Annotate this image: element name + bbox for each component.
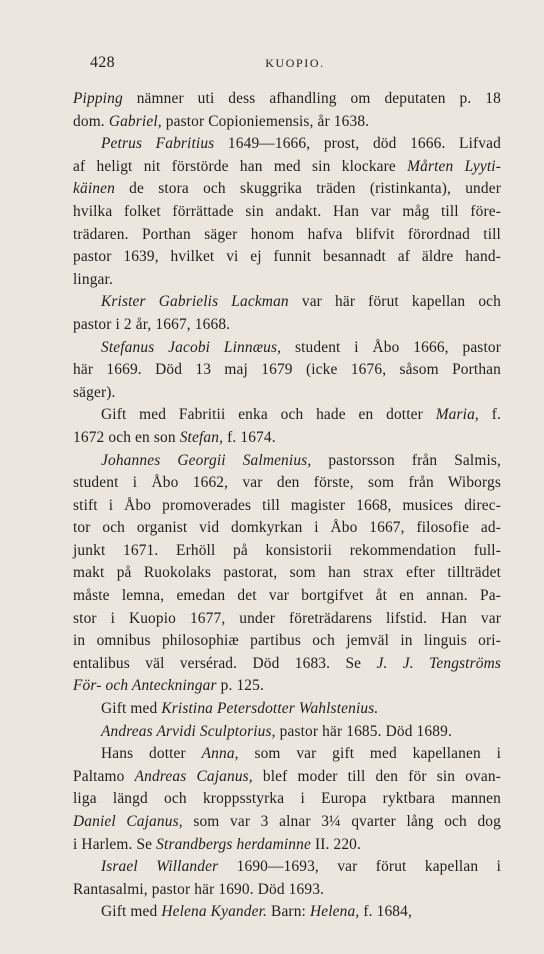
text: tor och organist vid domkyrkan i Åbo 1667, filosofie ad- xyxy=(73,519,501,537)
text: pastor i 2 år, 1667, 1668. xyxy=(73,315,231,333)
text-line xyxy=(73,404,501,427)
italic-text: Kristina Petersdotter Wahlstenius. xyxy=(161,700,379,718)
text: student i Åbo 1666, pastor xyxy=(281,338,501,356)
text-line xyxy=(73,269,501,292)
italic-text: Andreas Arvidi Sculptorius, xyxy=(101,722,276,740)
body-text xyxy=(73,88,501,924)
text: 1690—1693, var förut kapellan i xyxy=(218,858,501,876)
text: pastor Copioniemensis, år 1638. xyxy=(161,112,370,130)
text-line xyxy=(73,472,501,495)
text: de stora och skuggrika träden (ristinkanta), under xyxy=(114,180,501,198)
running-title: KUOPIO. xyxy=(265,56,325,70)
text: hvilka folket förrättade sin andakt. Han var måg till före- xyxy=(73,202,501,220)
text: måste lemna, emedan det var bortgifvet åt en annan. Pa- xyxy=(73,587,501,605)
text: blef moder till den för sin ovan- xyxy=(252,767,501,785)
text-line xyxy=(73,879,501,902)
text: 1649—1666, prost, död 1666. Lifvad xyxy=(214,135,501,153)
italic-text: Pipping xyxy=(73,90,123,107)
text-line xyxy=(73,337,501,360)
text: p. 125. xyxy=(216,677,264,695)
text: f. 1674. xyxy=(223,428,276,446)
text-line xyxy=(73,178,501,201)
text-line xyxy=(73,540,501,563)
text-line xyxy=(73,382,501,405)
text-line xyxy=(73,133,501,156)
text: var här förut kapellan och xyxy=(288,293,501,311)
text-line xyxy=(73,111,501,134)
text: nämner uti dess afhandling om deputaten p. 18 xyxy=(122,90,501,107)
italic-text: J. J. Tengströms xyxy=(376,654,501,672)
text: f. 1684, xyxy=(359,903,412,921)
italic-text: Israel Willander xyxy=(101,858,219,876)
text-line xyxy=(73,901,501,924)
italic-text: Krister Gabrielis Lackman xyxy=(101,293,289,311)
italic-text: Strandbergs herdaminne xyxy=(156,835,311,853)
text: som var 3 alnar 3¼ qvarter lång och dog xyxy=(182,813,501,830)
italic-text: Andreas Cajanus, xyxy=(134,767,253,785)
italic-text: Helena, xyxy=(309,903,360,921)
text-line xyxy=(73,201,501,224)
text: Paltamo xyxy=(73,767,135,785)
text: här 1669. Död 13 maj 1679 (icke 1676, såsom Porthan xyxy=(73,361,501,379)
italic-text: Maria, xyxy=(435,406,479,424)
text-line xyxy=(73,495,501,518)
text: af heligt nit förstörde han med sin klockare xyxy=(73,157,408,175)
text: i Harlem. Se xyxy=(73,835,157,853)
italic-text: Petrus Fabritius xyxy=(101,135,215,153)
text: säger). xyxy=(73,383,116,401)
text-line xyxy=(73,811,501,834)
text-line xyxy=(73,517,501,540)
text-line xyxy=(73,562,501,585)
italic-text: Helena Kyander. xyxy=(161,903,268,921)
italic-text: Anna, xyxy=(201,745,239,763)
text: pastor här 1685. Död 1689. xyxy=(275,722,452,740)
text: 1672 och en son xyxy=(73,428,180,446)
text: in omnibus philosophiæ partibus och jemväl in linguis ori- xyxy=(73,632,501,650)
text: entalibus väl versérad. Död 1683. Se xyxy=(73,654,377,672)
text-line xyxy=(73,585,501,608)
text-line xyxy=(73,766,501,789)
text: pastorsson från Salmis, xyxy=(311,451,502,469)
page-number: 428 xyxy=(90,54,115,71)
text: Gift med xyxy=(101,700,162,718)
text-line xyxy=(73,450,501,473)
italic-text: Mårten Lyyti- xyxy=(407,157,501,175)
italic-text: Stefan, xyxy=(179,428,224,446)
text: student i Åbo 1662, var den förste, som från Wiborgs xyxy=(73,474,501,492)
text-line xyxy=(73,608,501,631)
text: lingar. xyxy=(73,270,113,288)
text-line xyxy=(73,88,501,111)
text: som var gift med kapellanen i xyxy=(238,745,501,763)
text-line xyxy=(73,834,501,857)
text: liga längd och kroppsstyrka i Europa ryktbara mannen xyxy=(73,790,501,808)
text: stor i Kuopio 1677, under företrädarens lifstid. Han var xyxy=(73,609,501,627)
italic-text: Stefanus Jacobi Linnæus, xyxy=(101,338,282,356)
text: Gift med xyxy=(101,903,162,921)
text-line xyxy=(73,291,501,314)
text: trädaren. Porthan säger honom hafva blifvit förordnad till xyxy=(73,225,501,243)
running-head xyxy=(90,54,500,74)
text: makt på Ruokolaks pastorat, som han strax efter tillträdet xyxy=(73,564,501,582)
text: f. xyxy=(478,406,501,424)
text-line xyxy=(73,788,501,811)
text-line xyxy=(73,653,501,676)
text: Hans dotter xyxy=(101,745,202,763)
text: stift i Åbo promoverades till magister 1668, musices direc- xyxy=(73,496,501,514)
text-line xyxy=(73,314,501,337)
text: Rantasalmi, pastor här 1690. Död 1693. xyxy=(73,880,325,898)
text-line xyxy=(73,630,501,653)
italic-text: käinen xyxy=(73,180,115,198)
text: Gift med Fabritii enka och hade en dotter xyxy=(101,406,436,424)
text-line xyxy=(73,721,501,744)
text-line xyxy=(73,156,501,179)
text-line xyxy=(73,427,501,450)
text-line xyxy=(73,675,501,698)
italic-text: För- och Anteckningar xyxy=(73,677,217,695)
text: pastor 1639, hvilket vi ej funnit besannadt af äldre hand- xyxy=(73,248,501,266)
italic-text: Johannes Georgii Salmenius, xyxy=(101,451,312,469)
text-line xyxy=(73,246,501,269)
text: junkt 1671. Erhöll på konsistorii rekommendation full- xyxy=(73,541,501,559)
text-line xyxy=(73,743,501,766)
text-line xyxy=(73,698,501,721)
text-line xyxy=(73,359,501,382)
text-line xyxy=(73,856,501,879)
text: Barn: xyxy=(267,903,310,921)
text: II. 220. xyxy=(310,835,362,853)
text-line xyxy=(73,224,501,247)
italic-text: Gabriel, xyxy=(108,112,162,130)
italic-text: Daniel Cajanus, xyxy=(73,813,183,830)
text: dom. xyxy=(73,112,109,130)
